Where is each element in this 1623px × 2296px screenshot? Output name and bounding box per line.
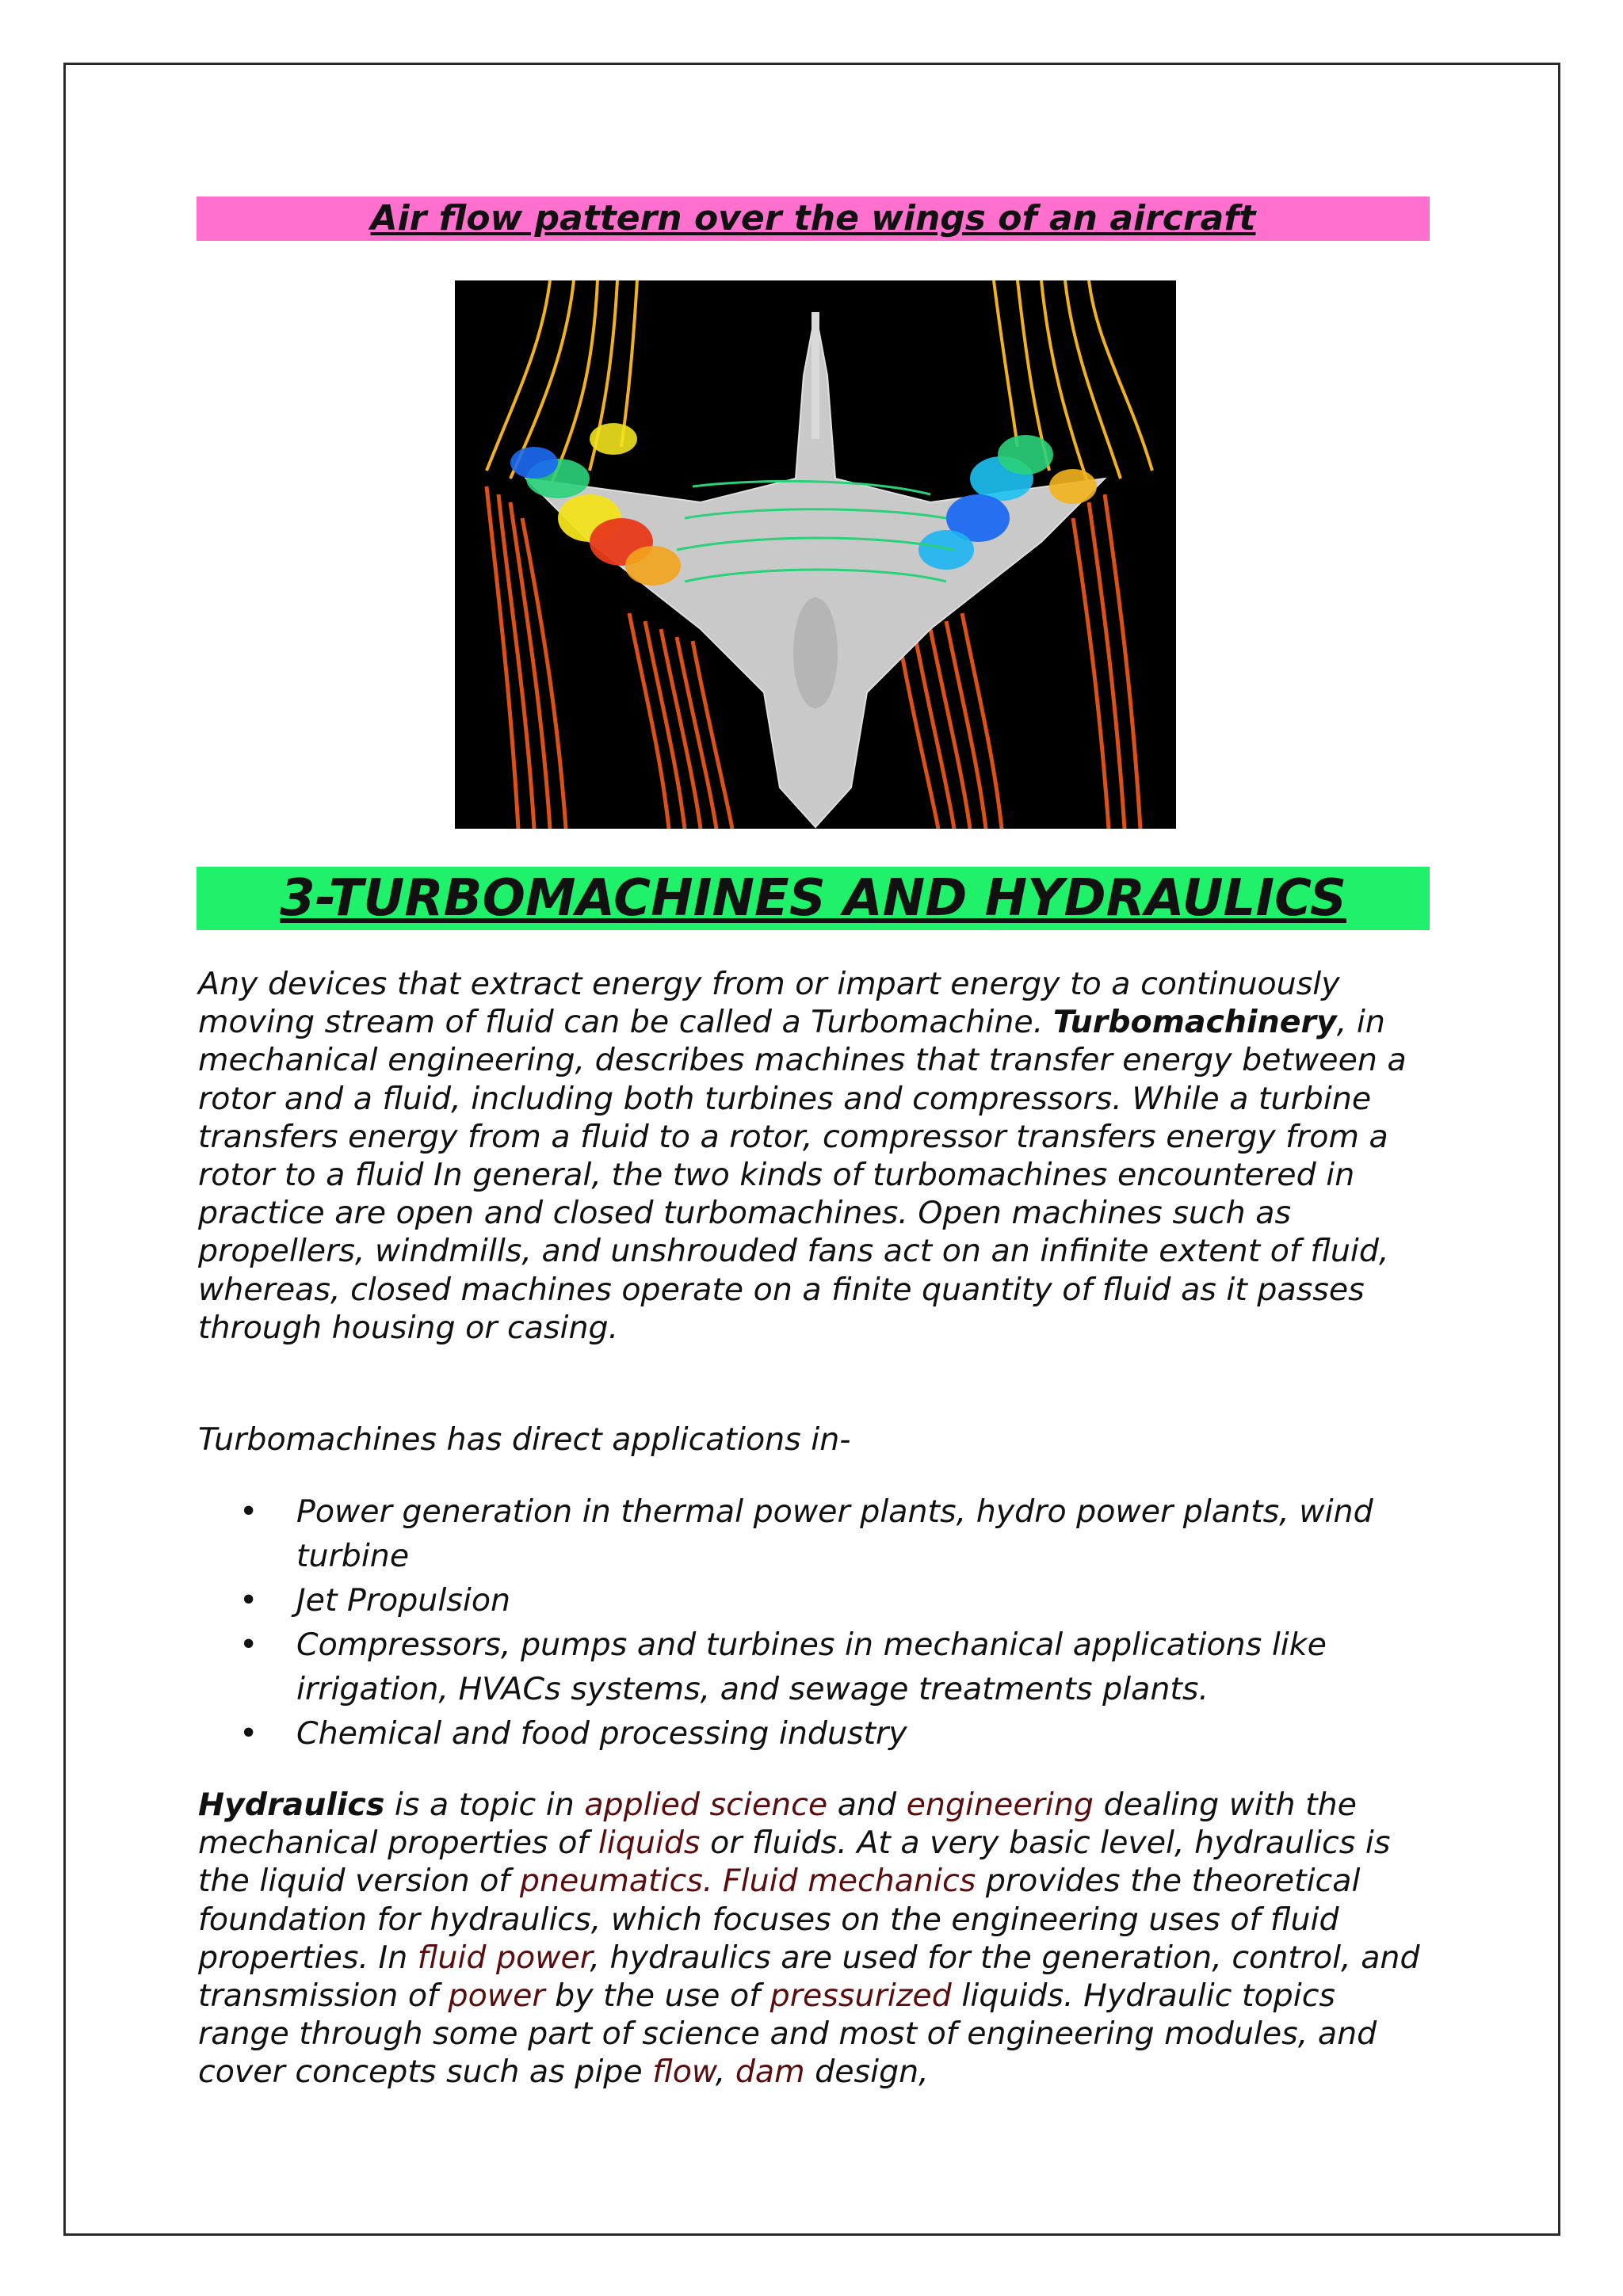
aircraft-airflow-graphic [455, 280, 1176, 829]
aircraft-airflow-image [455, 280, 1176, 829]
para1-bold: Turbomachinery [1052, 1004, 1337, 1041]
bullet-icon: • [239, 1493, 258, 1530]
applications-list [238, 1489, 1442, 1756]
link-pneumatics-fluid-mechanics[interactable]: pneumatics. Fluid mechanics [519, 1863, 976, 1900]
link-flow[interactable]: flow [652, 2054, 716, 2091]
figure-caption: Air flow pattern over the wings of an aircraft [197, 196, 1430, 241]
section-heading: 3-TURBOMACHINES AND HYDRAULICS [197, 867, 1430, 930]
list-item: • Compressors, pumps and turbines in mechanical applications like irrigation, HVACs systems, and sewage treatments plants. [238, 1623, 1442, 1711]
link-applied-science[interactable]: applied science [584, 1787, 828, 1823]
para1-text-a: Any devices that extract energy from or impart energy to a continuously moving stream of fluid can be called a Turbomachine. [198, 966, 1340, 1041]
link-liquids[interactable]: liquids [598, 1825, 701, 1862]
list-item: • Power generation in thermal power plants, hydro power plants, wind turbine [238, 1489, 1442, 1578]
link-engineering[interactable]: engineering [906, 1787, 1094, 1823]
link-dam[interactable]: dam [735, 2054, 805, 2091]
list-item: • Chemical and food processing industry [238, 1711, 1442, 1756]
list-item: • Jet Propulsion [238, 1578, 1442, 1623]
applications-intro: Turbomachines has direct applications in- [198, 1421, 851, 1458]
link-pressurized[interactable]: pressurized [769, 1978, 952, 2015]
turbomachine-paragraph [198, 965, 1434, 1347]
bullet-icon: • [239, 1715, 258, 1752]
para1-text-b: , in mechanical engineering, describes machines that transfer energy between a rotor and a fluid, including both turbines and compressors. While a turbine transfers energy from a fluid to a rotor, compressor transfers energy from a rotor to a fluid In general, the two kinds of turbomachines encountered in practice are open and closed turbomachines. Open machines such as propellers, windmills, and unshrouded fans act on an infinite extent of fluid, whereas, closed machines operate on a finite quantity of fluid as it passes through housing or casing. [198, 1004, 1407, 1346]
link-fluid-power[interactable]: fluid power [417, 1939, 590, 1976]
hydraulics-term: Hydraulics [198, 1787, 385, 1823]
bullet-icon: • [239, 1627, 258, 1663]
hydraulics-paragraph: Hydraulics is a topic in applied science and engineering dealing with the mechanical properties of liquids or fluids. At a very basic level, hydraulics is the liquid version of pneumatics. Fluid mechanics provides the theoretical foundation for hydraulics, which focuses on the engineering uses of fluid properties. In fluid power, hydraulics are used for the generation, control, and transmission of power by the use of pressurized liquids. Hydraulic topics range through some part of science and most of engineering modules, and cover concepts such as pipe flow, dam design, [198, 1787, 1420, 2091]
bullet-icon: • [239, 1582, 258, 1619]
link-power[interactable]: power [448, 1978, 545, 2015]
